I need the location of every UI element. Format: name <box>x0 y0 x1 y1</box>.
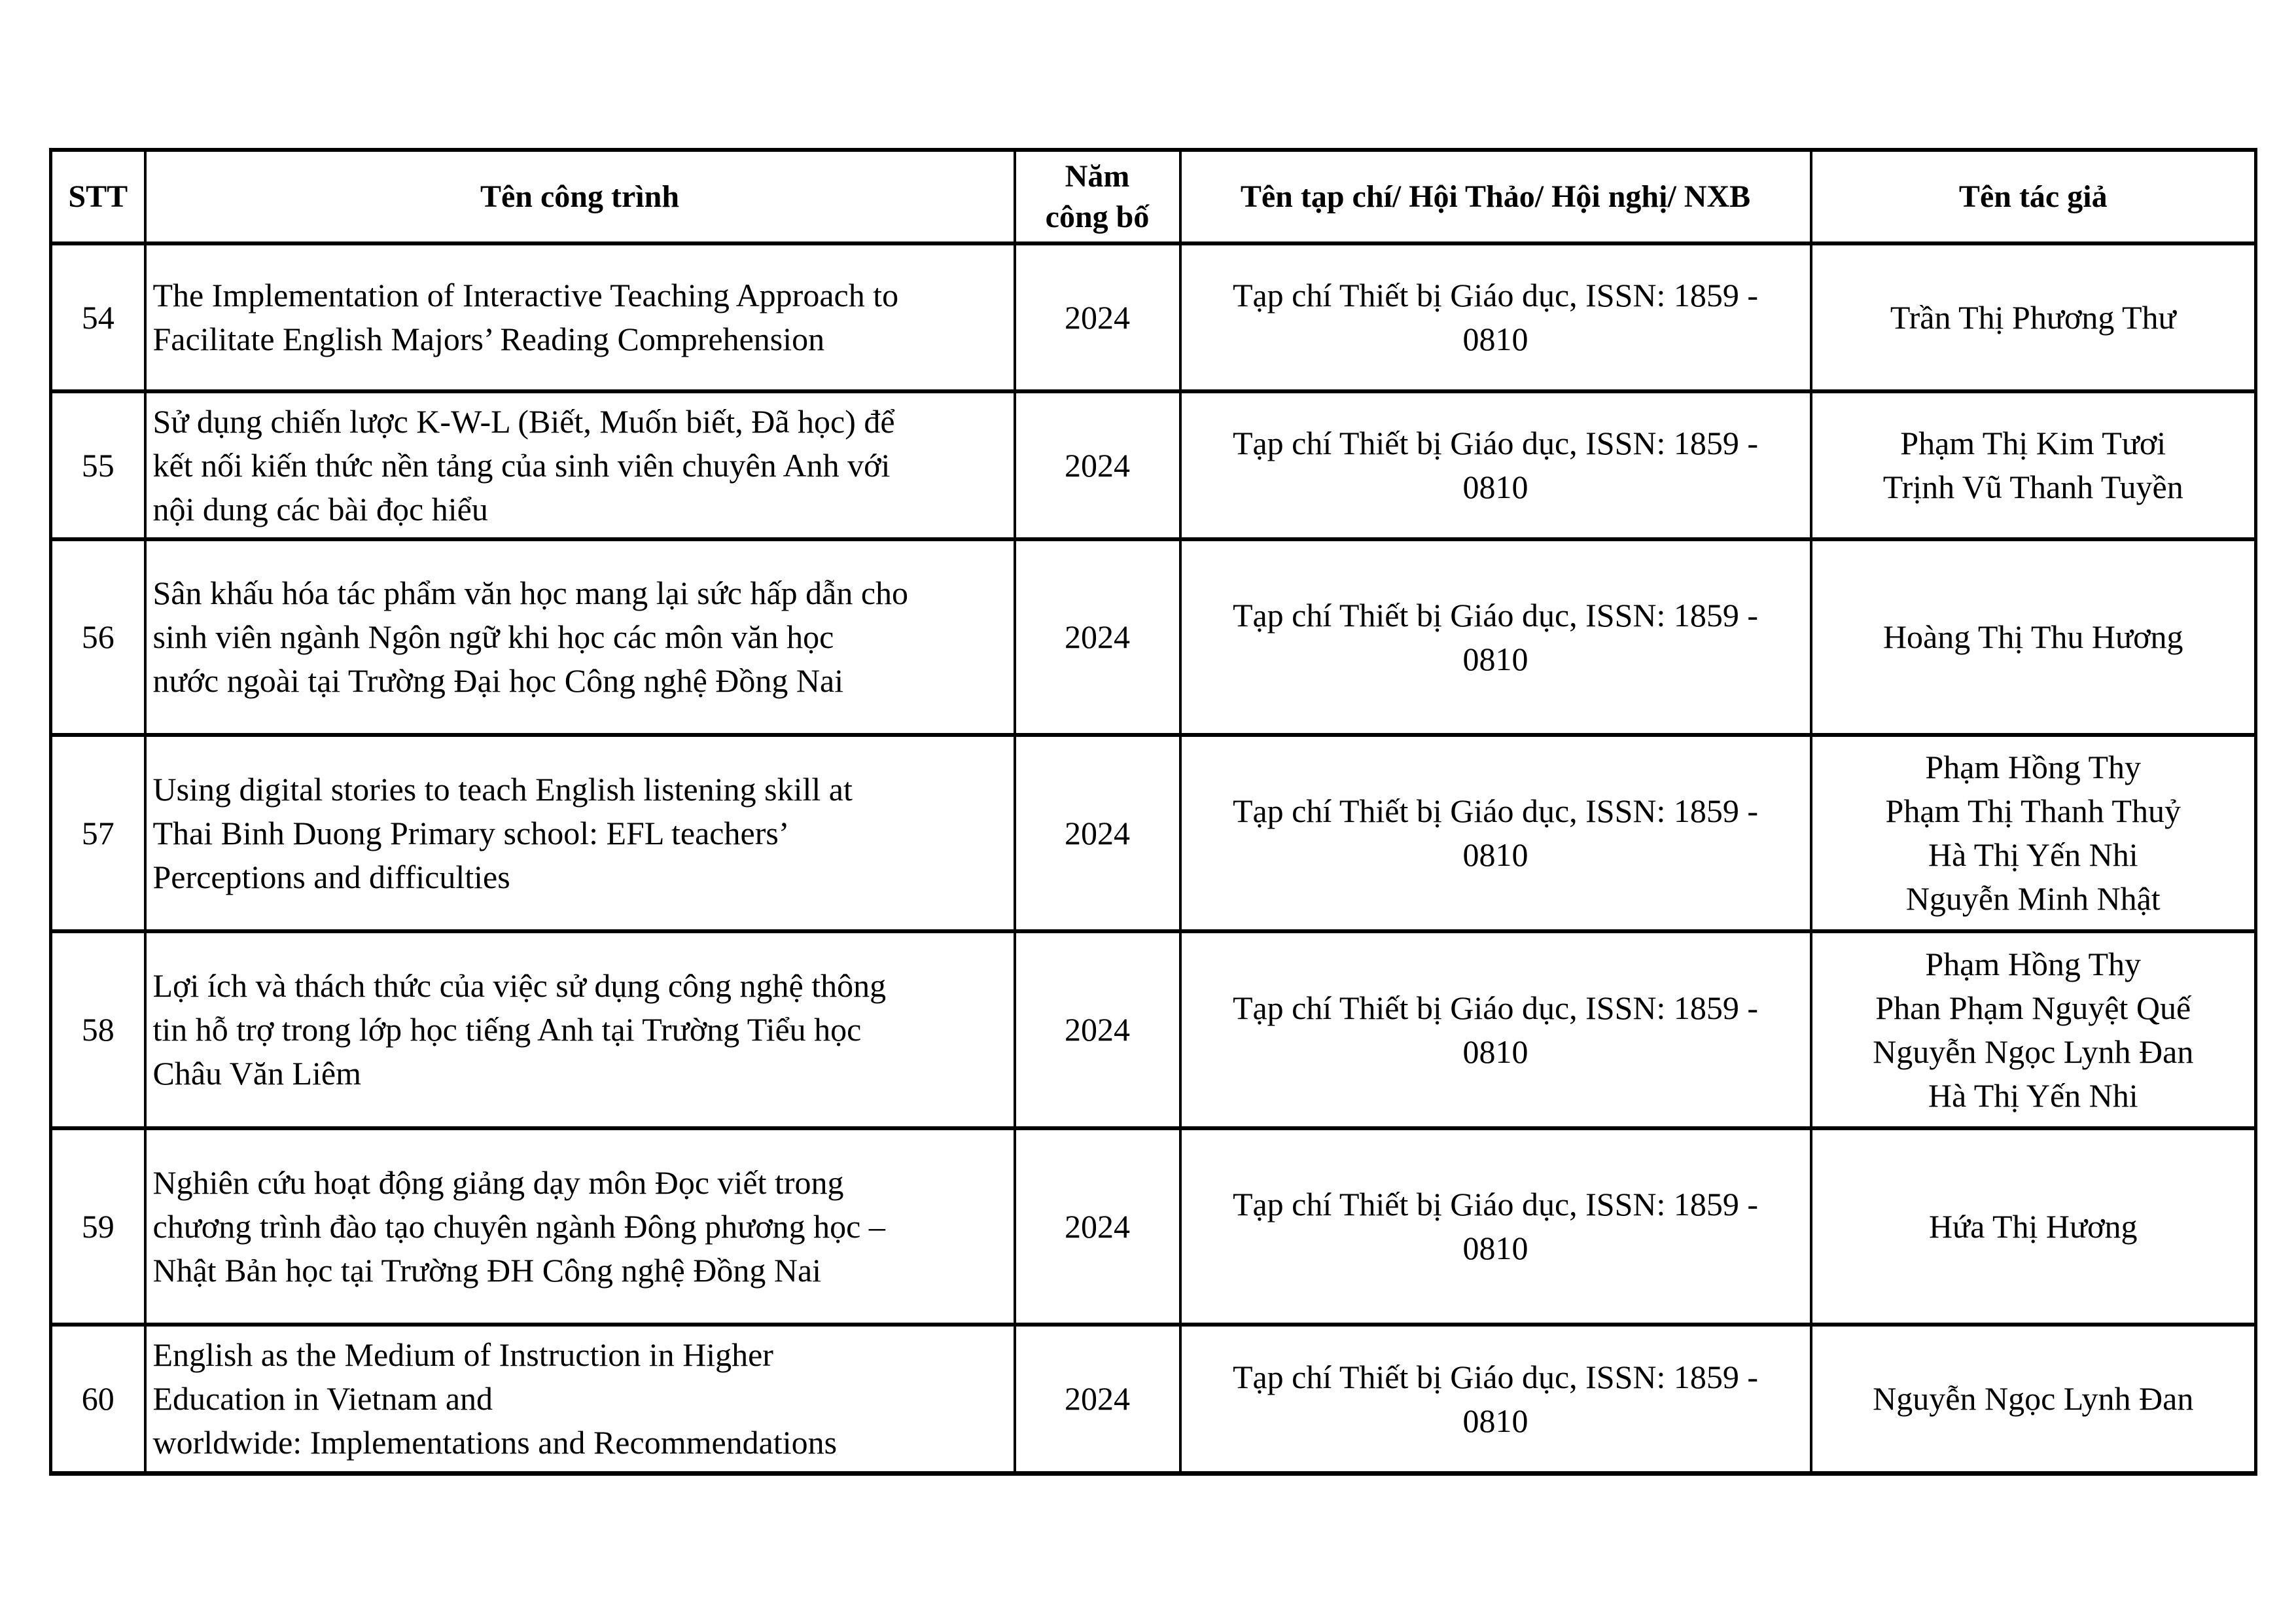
cell-journal <box>1180 931 1811 1128</box>
title-line: Châu Văn Liêm <box>152 1055 361 1092</box>
cell-title <box>145 539 1015 735</box>
journal-line: Tạp chí Thiết bị Giáo dục, ISSN: 1859 - <box>1232 596 1759 633</box>
header-journal: Tên tạp chí/ Hội Thảo/ Hội nghị/ NXB <box>1180 150 1811 243</box>
table-row <box>51 735 2256 931</box>
author-name: Phạm Hồng Thy <box>1925 945 2142 982</box>
table-header <box>51 150 2256 243</box>
cell-journal <box>1180 243 1811 391</box>
title-line: Perceptions and difficulties <box>152 858 510 895</box>
journal-line: Tạp chí Thiết bị Giáo dục, ISSN: 1859 - <box>1232 277 1759 313</box>
author-name: Nguyễn Ngọc Lynh Đan <box>1873 1380 2194 1417</box>
cell-stt: 58 <box>51 931 145 1128</box>
title-line: English as the Medium of Instruction in Higher <box>152 1336 773 1373</box>
title-line: chương trình đào tạo chuyên ngành Đông phương học – <box>152 1207 885 1245</box>
title-line: Lợi ích và thách thức của việc sử dụng công nghệ thông <box>152 967 887 1004</box>
header-title: Tên công trình <box>145 150 1015 243</box>
journal-line: 0810 <box>1462 640 1528 677</box>
cell-year: 2024 <box>1015 931 1180 1128</box>
cell-author <box>1811 735 2256 931</box>
cell-stt: 60 <box>51 1325 145 1474</box>
table-row <box>51 1325 2256 1474</box>
cell-title <box>145 735 1015 931</box>
title-line: tin hỗ trợ trong lớp học tiếng Anh tại Trường Tiểu học <box>152 1011 862 1048</box>
cell-author <box>1811 243 2256 391</box>
cell-year: 2024 <box>1015 735 1180 931</box>
title-line: nội dung các bài đọc hiểu <box>152 490 488 527</box>
title-line: Nhật Bản học tại Trường ĐH Công nghệ Đồng Nai <box>152 1251 822 1289</box>
journal-line: Tạp chí Thiết bị Giáo dục, ISSN: 1859 - <box>1232 1186 1759 1222</box>
title-line: kết nối kiến thức nền tảng của sinh viên chuyên Anh với <box>152 446 891 484</box>
header-stt: STT <box>51 150 145 243</box>
cell-title <box>145 391 1015 539</box>
author-name: Nguyễn Minh Nhật <box>1905 880 2161 917</box>
author-name: Hoàng Thị Thu Hương <box>1882 618 2183 655</box>
author-name: Phạm Hồng Thy <box>1925 749 2142 785</box>
title-line: Thai Binh Duong Primary school: EFL teachers’ <box>152 814 790 851</box>
cell-stt: 57 <box>51 735 145 931</box>
title-line: Using digital stories to teach English listening skill at <box>152 770 853 808</box>
journal-line: Tạp chí Thiết bị Giáo dục, ISSN: 1859 - <box>1232 1358 1759 1395</box>
journal-line: 0810 <box>1462 1033 1528 1070</box>
author-name: Phan Phạm Nguyệt Quế <box>1875 989 2191 1026</box>
cell-stt: 54 <box>51 243 145 391</box>
cell-journal <box>1180 1325 1811 1474</box>
cell-year: 2024 <box>1015 539 1180 735</box>
header-year <box>1015 150 1180 243</box>
cell-journal <box>1180 539 1811 735</box>
cell-author <box>1811 391 2256 539</box>
title-line: Nghiên cứu hoạt động giảng dạy môn Đọc viết trong <box>152 1164 844 1201</box>
author-name: Hà Thị Yến Nhi <box>1928 836 2138 873</box>
author-name: Hứa Thị Hương <box>1928 1207 2138 1245</box>
cell-stt: 59 <box>51 1128 145 1325</box>
cell-title <box>145 1325 1015 1474</box>
journal-line: 0810 <box>1462 321 1528 357</box>
cell-journal <box>1180 735 1811 931</box>
header-year-line1: Năm <box>1065 158 1130 194</box>
title-line: worldwide: Implementations and Recommendations <box>152 1424 838 1461</box>
title-line: sinh viên ngành Ngôn ngữ khi học các môn văn học <box>152 618 834 655</box>
title-line: Facilitate English Majors’ Reading Comprehension <box>152 321 825 357</box>
cell-title <box>145 931 1015 1128</box>
cell-journal <box>1180 1128 1811 1325</box>
author-name: Trần Thị Phương Thư <box>1890 298 2176 336</box>
author-name: Phạm Thị Kim Tươi <box>1900 425 2166 461</box>
header-year-line2: công bố <box>1045 199 1150 234</box>
table-row <box>51 391 2256 539</box>
cell-year: 2024 <box>1015 243 1180 391</box>
author-name: Trịnh Vũ Thanh Tuyền <box>1882 469 2183 505</box>
cell-year: 2024 <box>1015 391 1180 539</box>
cell-journal <box>1180 391 1811 539</box>
table-row <box>51 539 2256 735</box>
journal-line: 0810 <box>1462 1402 1528 1439</box>
header-row <box>51 150 2256 243</box>
table-row <box>51 931 2256 1128</box>
author-name: Hà Thị Yến Nhi <box>1928 1077 2138 1114</box>
journal-line: Tạp chí Thiết bị Giáo dục, ISSN: 1859 - <box>1232 989 1759 1026</box>
journal-line: Tạp chí Thiết bị Giáo dục, ISSN: 1859 - <box>1232 425 1759 461</box>
author-name: Phạm Thị Thanh Thuỷ <box>1885 793 2181 829</box>
journal-line: 0810 <box>1462 469 1528 505</box>
cell-year: 2024 <box>1015 1325 1180 1474</box>
journal-line: 0810 <box>1462 1230 1528 1266</box>
cell-year: 2024 <box>1015 1128 1180 1325</box>
title-line: The Implementation of Interactive Teaching Approach to <box>152 277 899 313</box>
cell-title <box>145 243 1015 391</box>
table-body <box>51 243 2256 1474</box>
cell-stt: 56 <box>51 539 145 735</box>
title-line: Sử dụng chiến lược K-W-L (Biết, Muốn biết, Đã học) để <box>152 402 895 440</box>
title-line: nước ngoài tại Trường Đại học Công nghệ Đồng Nai <box>152 662 844 699</box>
cell-author <box>1811 1325 2256 1474</box>
cell-title <box>145 1128 1015 1325</box>
cell-author <box>1811 1128 2256 1325</box>
cell-stt: 55 <box>51 391 145 539</box>
header-author: Tên tác giả <box>1811 150 2256 243</box>
title-line: Education in Vietnam and <box>152 1380 493 1417</box>
publications-table <box>49 148 2257 1476</box>
cell-author <box>1811 539 2256 735</box>
table-row <box>51 1128 2256 1325</box>
title-line: Sân khấu hóa tác phẩm văn học mang lại sức hấp dẫn cho <box>152 575 909 611</box>
journal-line: Tạp chí Thiết bị Giáo dục, ISSN: 1859 - <box>1232 793 1759 829</box>
table-row <box>51 243 2256 391</box>
author-name: Nguyễn Ngọc Lynh Đan <box>1873 1033 2194 1070</box>
journal-line: 0810 <box>1462 836 1528 873</box>
cell-author <box>1811 931 2256 1128</box>
